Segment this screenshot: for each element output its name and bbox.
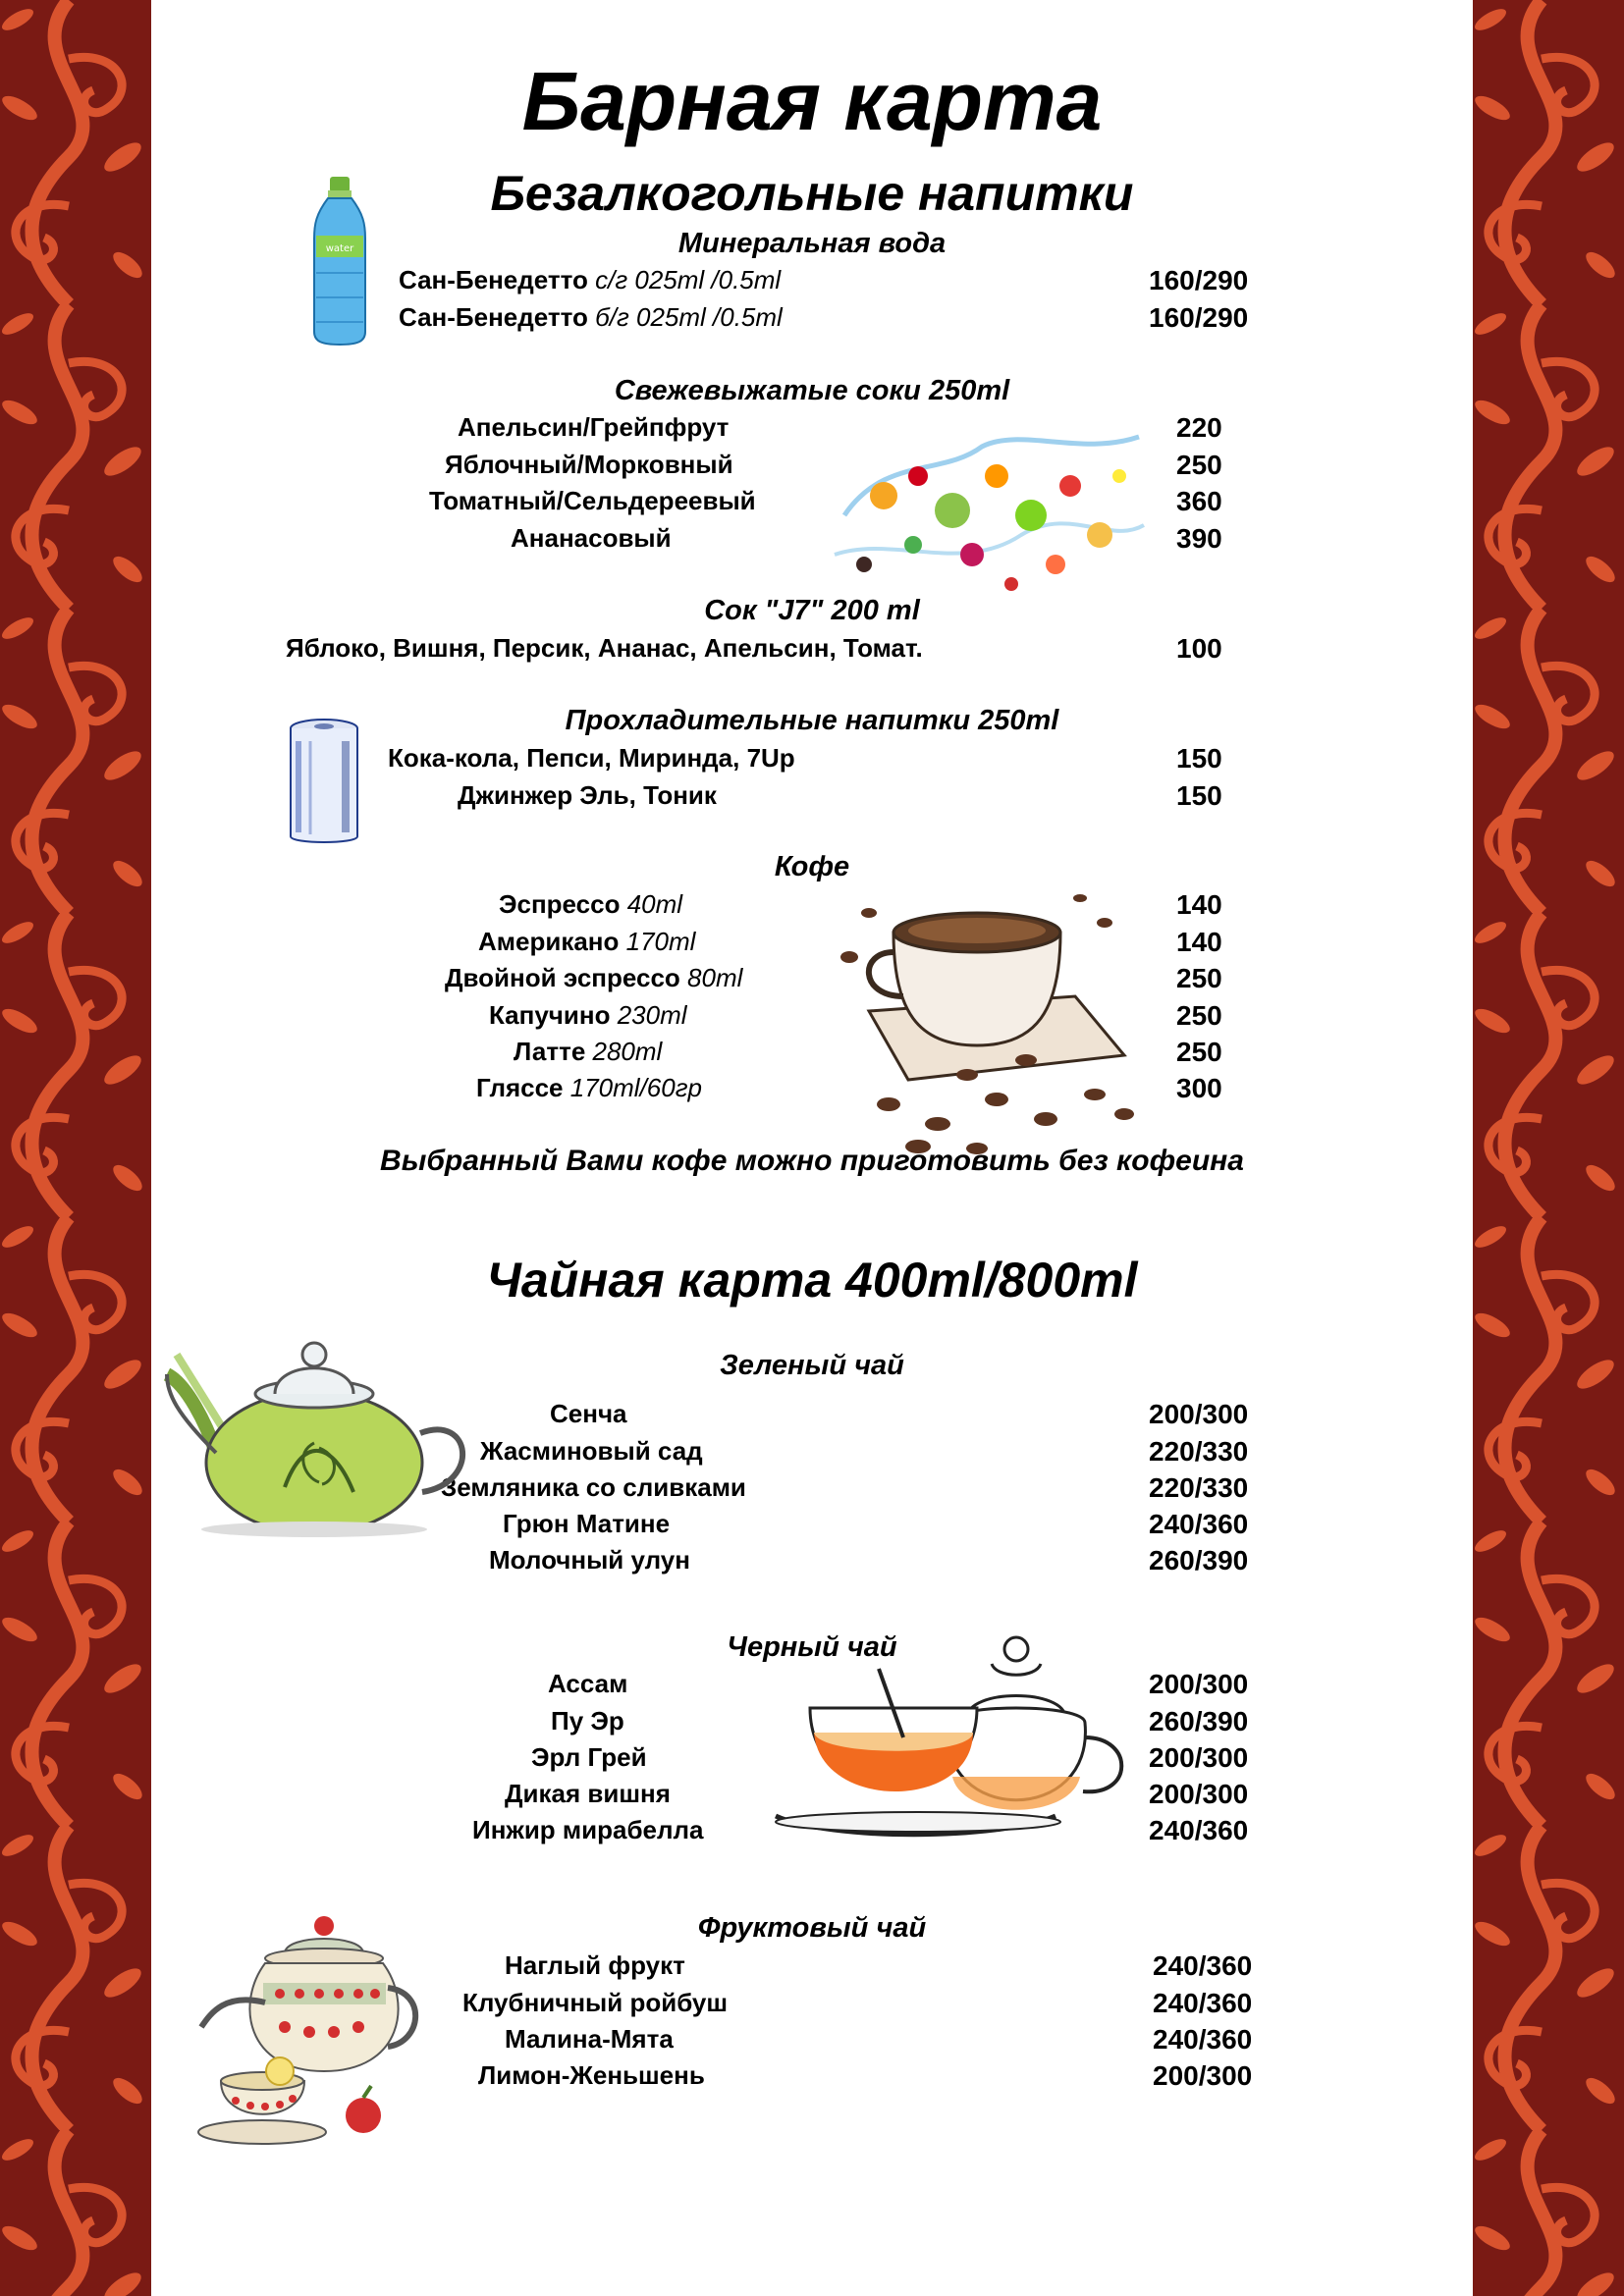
item-price: 260/390 <box>1149 1545 1249 1575</box>
fruit-tea-heading: Фруктовый чай <box>697 1912 927 1944</box>
item-name: Дикая вишня <box>505 1779 671 1808</box>
item-price: 360 <box>1176 486 1222 516</box>
green-tea-heading: Зеленый чай <box>720 1350 904 1381</box>
item-price: 220/330 <box>1149 1472 1249 1503</box>
menu-row <box>0 412 1624 448</box>
svg-text:water: water <box>325 243 354 254</box>
item-name: Сан-Бенедетто <box>399 265 588 294</box>
item-name: Клубничный ройбуш <box>462 1988 729 2017</box>
item-price: 140 <box>1176 889 1222 920</box>
item-volume: 40ml <box>626 889 683 919</box>
item-name: Малина-Мята <box>505 2024 674 2054</box>
menu-row <box>0 1000 1624 1036</box>
item-price: 220 <box>1176 412 1222 443</box>
item-name: Ананасовый <box>511 523 672 553</box>
item-name: Грюн Матине <box>503 1509 671 1538</box>
item-name: Двойной эспрессо <box>445 963 680 992</box>
black-tea-heading: Черный чай <box>727 1631 897 1663</box>
item-name: Эрл Грей <box>531 1742 647 1772</box>
item-price: 160/290 <box>1149 265 1249 295</box>
item-price: 260/390 <box>1149 1706 1249 1736</box>
item-volume: 230ml <box>617 1000 687 1030</box>
item-volume: 170ml <box>625 927 696 956</box>
item-name: Апельсин/Грейпфрут <box>458 412 730 442</box>
item-price: 240/360 <box>1153 2024 1253 2055</box>
fresh-juice-heading: Свежевыжатые соки 250ml <box>614 375 1010 406</box>
item-name: Жасминовый сад <box>480 1436 703 1466</box>
item-name: Яблочный/Морковный <box>445 450 733 479</box>
item-name: Гляссе <box>476 1073 564 1102</box>
item-name: Латте <box>514 1037 586 1066</box>
item-price: 200/300 <box>1149 1742 1249 1773</box>
menu-row <box>0 927 1624 962</box>
coffee-cup-icon <box>830 883 1144 1163</box>
menu-row <box>0 633 1624 668</box>
item-price: 300 <box>1176 1073 1222 1103</box>
item-name: Томатный/Сельдереевый <box>429 486 756 515</box>
menu-row <box>0 450 1624 485</box>
item-name: Яблоко, Вишня, Персик, Ананас, Апельсин, Томат. <box>286 633 923 663</box>
item-price: 390 <box>1176 523 1222 554</box>
menu-row <box>0 1037 1624 1072</box>
item-name: Капучино <box>489 1000 611 1030</box>
item-name: Инжир мирабелла <box>472 1815 704 1844</box>
page-title: Барная карта <box>521 55 1103 147</box>
item-price: 200/300 <box>1153 2060 1253 2091</box>
item-price: 200/300 <box>1149 1399 1249 1429</box>
soda-can-icon <box>285 717 363 854</box>
item-price: 250 <box>1176 1037 1222 1067</box>
fruit-teapot-icon <box>187 1914 422 2160</box>
item-price: 240/360 <box>1153 1988 1253 2018</box>
item-price: 160/290 <box>1149 302 1249 333</box>
item-price: 240/360 <box>1149 1509 1249 1539</box>
item-volume: с/г 025ml /0.5ml <box>595 265 782 294</box>
item-name: Эспрессо <box>499 889 621 919</box>
item-name: Земляника со сливками <box>441 1472 746 1502</box>
item-name: Лимон-Женьшень <box>478 2060 705 2090</box>
item-volume: 170ml/60гр <box>569 1073 702 1102</box>
item-name: Ассам <box>548 1669 628 1698</box>
menu-row <box>0 523 1624 559</box>
item-price: 140 <box>1176 927 1222 957</box>
water-bottle-icon <box>310 175 369 351</box>
item-name: Кока-кола, Пепси, Миринда, 7Up <box>388 743 795 773</box>
item-volume: 80ml <box>687 963 743 992</box>
item-volume: 280ml <box>592 1037 663 1066</box>
black-tea-icon <box>771 1629 1134 1860</box>
item-name: Наглый фрукт <box>505 1950 685 1980</box>
menu-row <box>0 1545 1624 1580</box>
item-price: 250 <box>1176 963 1222 993</box>
item-price: 200/300 <box>1149 1779 1249 1809</box>
item-name: Молочный улун <box>489 1545 690 1575</box>
item-price: 240/360 <box>1149 1815 1249 1845</box>
menu-row <box>0 780 1624 816</box>
item-name: Пу Эр <box>551 1706 624 1735</box>
item-name: Сан-Бенедетто <box>399 302 588 332</box>
fruit-splash-icon <box>825 417 1149 609</box>
decaf-note: Выбранный Вами кофе можно приготовить без кофеина <box>380 1145 1244 1177</box>
green-teapot-icon <box>157 1315 491 1546</box>
item-price: 200/300 <box>1149 1669 1249 1699</box>
item-name: Сенча <box>550 1399 627 1428</box>
menu-row <box>0 743 1624 778</box>
coffee-heading: Кофе <box>774 851 850 882</box>
mineral-water-heading: Минеральная вода <box>677 228 947 259</box>
soft-drinks-title: Безалкогольные напитки <box>490 166 1134 221</box>
item-price: 240/360 <box>1153 1950 1253 1981</box>
item-price: 250 <box>1176 1000 1222 1031</box>
menu-row <box>0 302 1624 338</box>
j7-juice-heading: Сок "J7" 200 ml <box>704 595 920 626</box>
menu-row <box>0 963 1624 998</box>
cold-drinks-heading: Прохладительные напитки 250ml <box>565 705 1059 736</box>
item-price: 150 <box>1176 743 1222 774</box>
item-price: 100 <box>1176 633 1222 664</box>
tea-menu-title: Чайная карта 400ml/800ml <box>486 1253 1138 1308</box>
item-price: 220/330 <box>1149 1436 1249 1467</box>
item-price: 150 <box>1176 780 1222 811</box>
menu-row <box>0 1073 1624 1108</box>
item-price: 250 <box>1176 450 1222 480</box>
item-name: Американо <box>478 927 620 956</box>
item-name: Джинжер Эль, Тоник <box>458 780 717 810</box>
item-volume: б/г 025ml /0.5ml <box>595 302 783 332</box>
menu-row <box>0 486 1624 521</box>
menu-row <box>0 889 1624 925</box>
menu-row <box>0 265 1624 300</box>
